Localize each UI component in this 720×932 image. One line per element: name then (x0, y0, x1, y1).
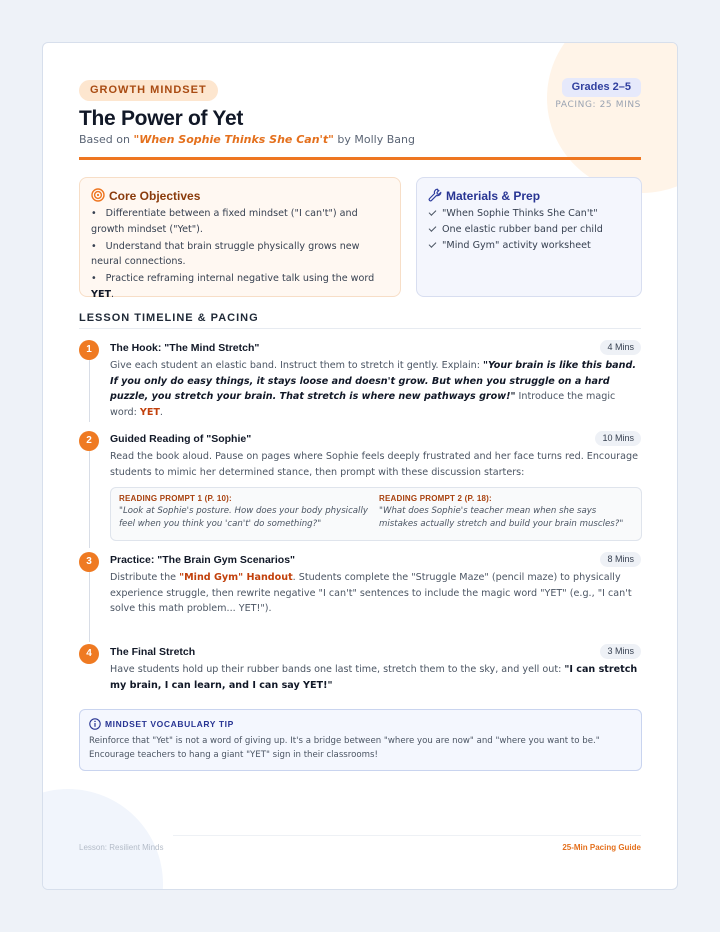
pacing-label: PACING: 25 MINS (555, 100, 641, 110)
magic-word: YET (139, 407, 160, 419)
list-item: • Differentiate between a fixed mindset ("I can't") and growth mindset ("Yet"). (91, 206, 391, 237)
step-text: Give each student an elastic band. Instruct them to stretch it gently. Explain: (110, 360, 484, 371)
list-item: One elastic rubber band per child (428, 222, 603, 238)
step-text: . (159, 407, 163, 419)
step-duration-badge: 4 Mins (600, 340, 641, 355)
step-number: 3 (79, 552, 99, 572)
step-text: Introduce the magic word: (110, 391, 616, 419)
topic-badge: GROWTH MINDSET (79, 80, 218, 101)
step-description (110, 570, 642, 617)
step-number: 2 (79, 431, 99, 451)
timeline-divider (79, 328, 641, 329)
step-text: Have students hold up their rubber bands one last time, stretch them to the sky, and yell out: (110, 664, 565, 675)
step-quote: "Your brain is like this band. If you only do easy things, it stays loose and doesn't grow. But when you struggle on a hard puzzle, you stretch your brain. That stretch is where new pathways grow!" (110, 360, 637, 403)
header-divider (79, 157, 641, 160)
step-text: Distribute the (110, 572, 180, 583)
core-objectives-card (79, 177, 401, 300)
step-duration-badge: 3 Mins (600, 644, 641, 659)
reading-prompt-1 (119, 494, 373, 531)
step-number: 1 (79, 340, 99, 360)
prompt-text: "What does Sophie's teacher mean when she says mistakes actually stretch and build your brain muscles?" (379, 506, 624, 529)
list-item: • Understand that brain struggle physically grows new neural connections. (91, 239, 391, 270)
step-title: Practice: "The Brain Gym Scenarios" (110, 554, 296, 566)
reading-prompts-box (110, 487, 642, 541)
prompt-label: READING PROMPT 1 (P. 10): (119, 494, 232, 503)
step-title: Guided Reading of "Sophie" (110, 433, 252, 445)
reading-prompt-2 (379, 494, 633, 531)
step-title: The Final Stretch (110, 646, 196, 658)
list-item: "Mind Gym" activity worksheet (428, 238, 603, 254)
step-description: Read the book aloud. Pause on pages where Sophie feels deeply frustrated and her face turns red. Encourage students to mimic her determined stance, then prompt with these discussion starters: (110, 451, 638, 478)
timeline-connector (89, 360, 90, 422)
list-item (91, 271, 391, 302)
page-subtitle (79, 133, 415, 146)
subtitle-prefix: Based on (79, 133, 134, 146)
info-icon (89, 718, 101, 730)
objective-text: Practice reframing internal negative talk using the word (105, 273, 375, 285)
step-text: . Students complete the "Struggle Maze" (pencil maze) to physically experience struggle, then rewrite negative "I can't" sentences to include the magic word "YET" (e.g., "I can't solve this math problem... YET!"). (110, 572, 632, 615)
prompt-text: "Look at Sophie's posture. How does your body physically feel when you think you 'can't' do something?" (119, 506, 368, 529)
footer-lesson-label: Lesson: Resilient Minds (79, 843, 164, 852)
timeline-connector (89, 451, 90, 548)
step-number: 4 (79, 644, 99, 664)
step-title: The Hook: "The Mind Stretch" (110, 342, 260, 354)
step-shout: "I can stretch my brain, I can learn, and I can say YET!" (110, 664, 638, 691)
materials-card (416, 177, 642, 297)
objective-punct: . (111, 288, 115, 300)
footer-divider (173, 835, 641, 836)
list-item: "When Sophie Thinks She Can't" (428, 206, 603, 222)
materials-title: Materials & Prep (446, 189, 541, 203)
timeline-connector (89, 572, 90, 642)
target-icon (91, 188, 105, 202)
decorative-blob-top (547, 42, 678, 193)
wrench-icon (428, 188, 442, 202)
prompt-label: READING PROMPT 2 (P. 18): (379, 494, 492, 503)
lesson-page (42, 42, 678, 890)
tip-text: Reinforce that "Yet" is not a word of giving up. It's a bridge between "where you are now" and "where you want to be." Encourage teachers to hang a giant "YET" sign in their classrooms! (89, 736, 600, 760)
materials-list (428, 206, 603, 254)
step-description (110, 358, 642, 421)
footer-guide-label: 25-Min Pacing Guide (562, 843, 641, 852)
step-duration-badge: 8 Mins (600, 552, 641, 567)
tip-title: MINDSET VOCABULARY TIP (105, 719, 234, 729)
step-description (110, 662, 642, 693)
step-duration-badge: 10 Mins (595, 431, 641, 446)
grades-badge: Grades 2–5 (562, 78, 641, 97)
core-objectives-title: Core Objectives (109, 189, 201, 203)
decorative-blob-bottom (42, 789, 163, 890)
book-title: "When Sophie Thinks She Can't" (133, 133, 334, 146)
handout-name: "Mind Gym" Handout (179, 572, 293, 583)
objective-keyword: YET (91, 288, 112, 300)
objectives-list (91, 206, 391, 304)
timeline-heading: LESSON TIMELINE & PACING (79, 312, 259, 324)
page-title: The Power of Yet (79, 107, 244, 130)
book-author: by Molly Bang (333, 133, 415, 146)
vocabulary-tip-box (79, 709, 642, 771)
